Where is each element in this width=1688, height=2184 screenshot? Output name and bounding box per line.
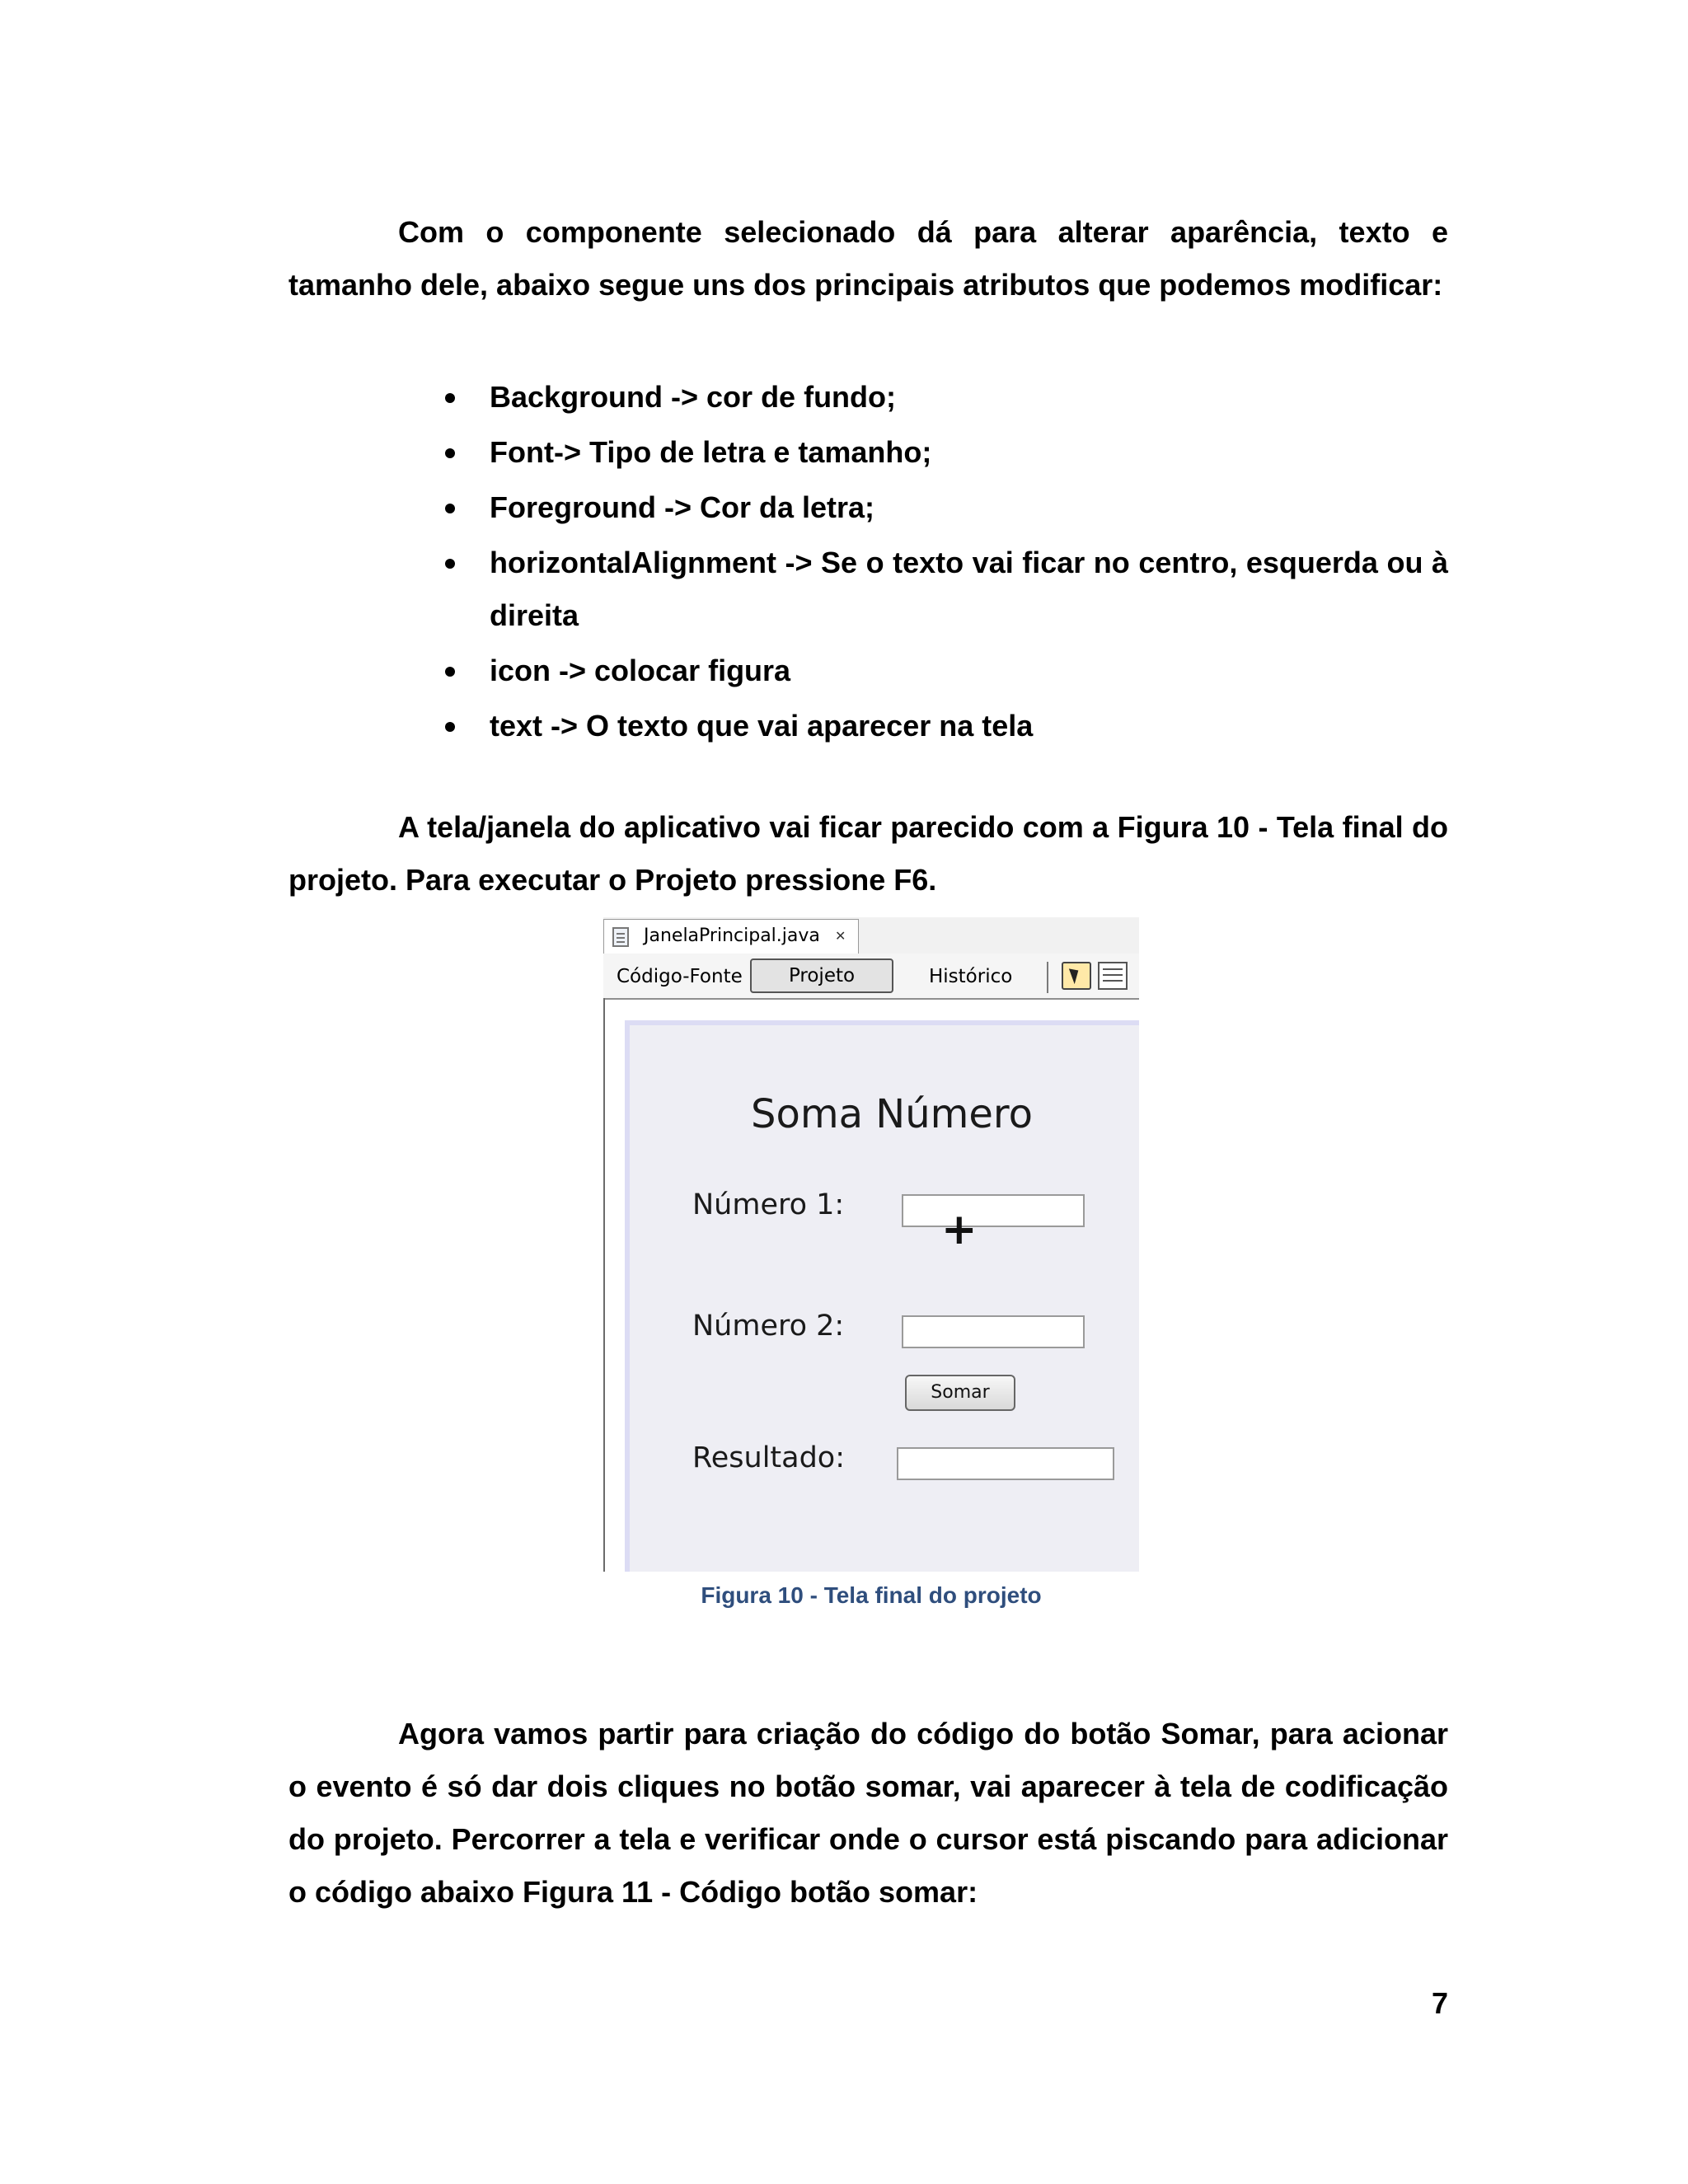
list-item-text: Background -> cor de fundo; (490, 380, 897, 414)
list-item-text: horizontalAlignment -> Se o texto vai ficar no centro, esquerda ou à direita (490, 546, 1448, 632)
bullet-icon (445, 393, 455, 403)
file-tab-label: JanelaPrincipal.java (644, 926, 820, 946)
list-item-text: Font-> Tipo de letra e tamanho; (490, 435, 932, 469)
list-item (445, 481, 1448, 534)
list-item (445, 700, 1448, 752)
list-item (445, 426, 1448, 479)
editor-toolbar (603, 954, 1139, 1000)
list-item-text: icon -> colocar figura (490, 654, 791, 687)
bullet-icon (445, 667, 455, 677)
bullet-icon (445, 722, 455, 732)
selection-mode-icon[interactable] (1062, 962, 1091, 990)
bullet-icon (445, 504, 455, 513)
screen-text: A tela/janela do aplicativo vai ficar parecido com a Figura 10 - Tela final do projeto. Para executar o Projeto pressione F6. (288, 810, 1448, 897)
list-item (445, 537, 1448, 642)
number2-label: Número 2: (692, 1310, 845, 1343)
form-title: Soma Número (751, 1091, 1033, 1137)
figure-caption: Figura 10 - Tela final do projeto (701, 1582, 1042, 1608)
number1-field[interactable] (902, 1194, 1085, 1227)
ide-screenshot-figure (603, 917, 1139, 1572)
attribute-list (445, 371, 1448, 755)
history-view-button[interactable]: Histórico (929, 966, 1013, 987)
somar-button[interactable]: Somar (905, 1375, 1015, 1411)
list-item-text: text -> O texto que vai aparecer na tela (490, 709, 1034, 743)
file-tab[interactable] (603, 919, 859, 954)
jframe-form (625, 1020, 1139, 1572)
close-icon[interactable]: ✕ (835, 928, 846, 944)
number1-label: Número 1: (692, 1188, 845, 1221)
preview-design-icon[interactable] (1098, 962, 1128, 990)
source-view-button[interactable]: Código-Fonte (617, 966, 743, 987)
page-number: 7 (1431, 1986, 1448, 2020)
bullet-icon (445, 448, 455, 458)
number2-field[interactable] (902, 1315, 1085, 1348)
intro-text: Com o componente selecionado dá para alterar aparência, texto e tamanho dele, abaixo segue uns dos principais atributos que podemos modificar: (288, 215, 1448, 302)
java-file-icon (612, 927, 629, 947)
screen-paragraph (288, 801, 1448, 907)
toolbar-separator (1047, 962, 1048, 993)
design-view-button[interactable]: Projeto (750, 958, 893, 993)
plus-sign: + (941, 1205, 978, 1254)
next-paragraph (288, 1708, 1448, 1919)
panel-border (603, 998, 605, 1572)
editor-tab-bar (603, 917, 1139, 954)
list-item (445, 644, 1448, 697)
bullet-icon (445, 559, 455, 569)
next-text: Agora vamos partir para criação do código do botão Somar, para acionar o evento é só dar dois cliques no botão somar, vai aparecer à tela de codificação do projeto. Percorrer a tela e verificar onde o cursor está piscando para adicionar o código abaixo Figura 11 - Código botão somar: (288, 1717, 1448, 1909)
result-field[interactable] (897, 1447, 1114, 1480)
result-label: Resultado: (692, 1441, 846, 1474)
list-item (445, 371, 1448, 424)
intro-paragraph (288, 206, 1448, 312)
list-item-text: Foreground -> Cor da letra; (490, 490, 875, 524)
